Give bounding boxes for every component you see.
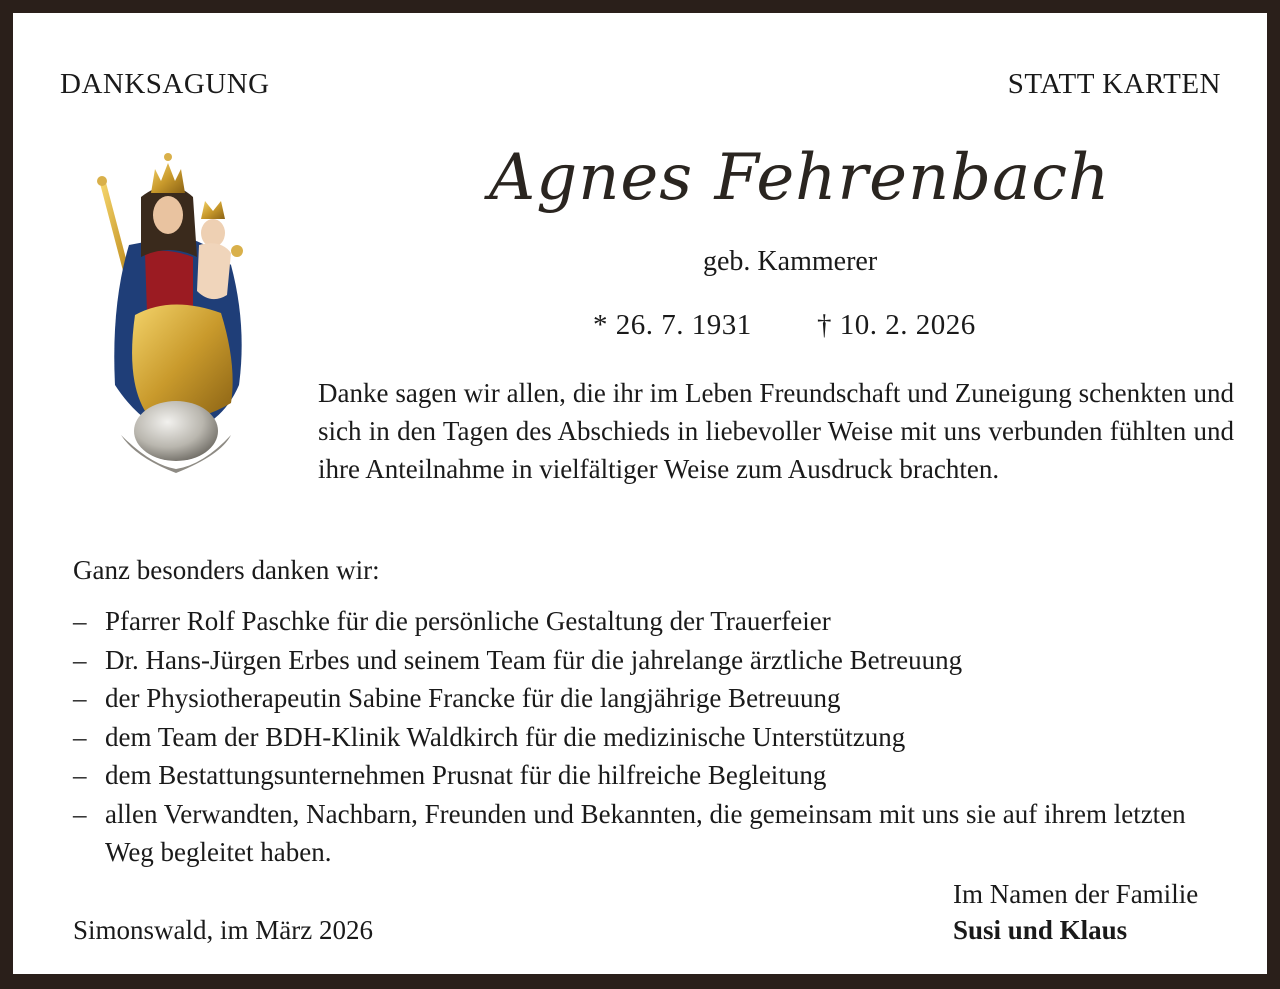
deceased-name: Agnes Fehrenbach — [489, 141, 1111, 215]
header-right: STATT KARTEN — [1007, 68, 1221, 100]
dash-bullet: – — [73, 644, 87, 675]
thanks-list — [73, 602, 1223, 872]
list-item: – allen Verwandten, Nachbarn, Freunden und Bekannten, die gemeinsam mit uns sie auf ihrem letzten Weg begleitet haben. — [73, 795, 1195, 872]
madonna-statue-image — [81, 135, 251, 475]
place-date: Simonswald, im März 2026 — [73, 915, 373, 945]
death-date: † 10. 2. 2026 — [817, 309, 976, 341]
dash-bullet: – — [73, 798, 87, 829]
intro-text: Danke sagen wir allen, die ihr im Leben Freundschaft und Zuneigung schenkten und sich in den Tagen des Abschieds in liebevoller Weise mit uns verbunden fühlten und ihre Anteilnahme in vielfältiger Weise zum Ausdruck brachten. — [318, 378, 1234, 484]
list-item: – dem Bestattungsunternehmen Prusnat für die hilfreiche Begleitung — [73, 756, 1223, 795]
birth-date: * 26. 7. 1931 — [593, 309, 752, 341]
obituary-card — [13, 13, 1267, 974]
dash-bullet: – — [73, 606, 87, 636]
family-line: Im Namen der Familie — [953, 879, 1199, 909]
dash-bullet: – — [73, 683, 87, 713]
dash-bullet: – — [73, 721, 87, 752]
list-item: – dem Team der BDH-Klinik Waldkirch für die medizinische Unterstützung — [73, 718, 1223, 757]
maiden-name: geb. Kammerer — [703, 246, 878, 277]
header-left: DANKSAGUNG — [60, 68, 270, 100]
special-thanks-heading: Ganz besonders danken wir: — [73, 555, 380, 585]
list-item: – Pfarrer Rolf Paschke für die persönliche Gestaltung der Trauerfeier — [73, 602, 1223, 641]
family-names: Susi und Klaus — [953, 915, 1128, 945]
dash-bullet: – — [73, 760, 87, 790]
list-item: – der Physiotherapeutin Sabine Francke für die langjährige Betreuung — [73, 679, 1223, 718]
list-item: – Dr. Hans-Jürgen Erbes und seinem Team für die jahrelange ärztliche Betreuung — [73, 641, 1223, 680]
